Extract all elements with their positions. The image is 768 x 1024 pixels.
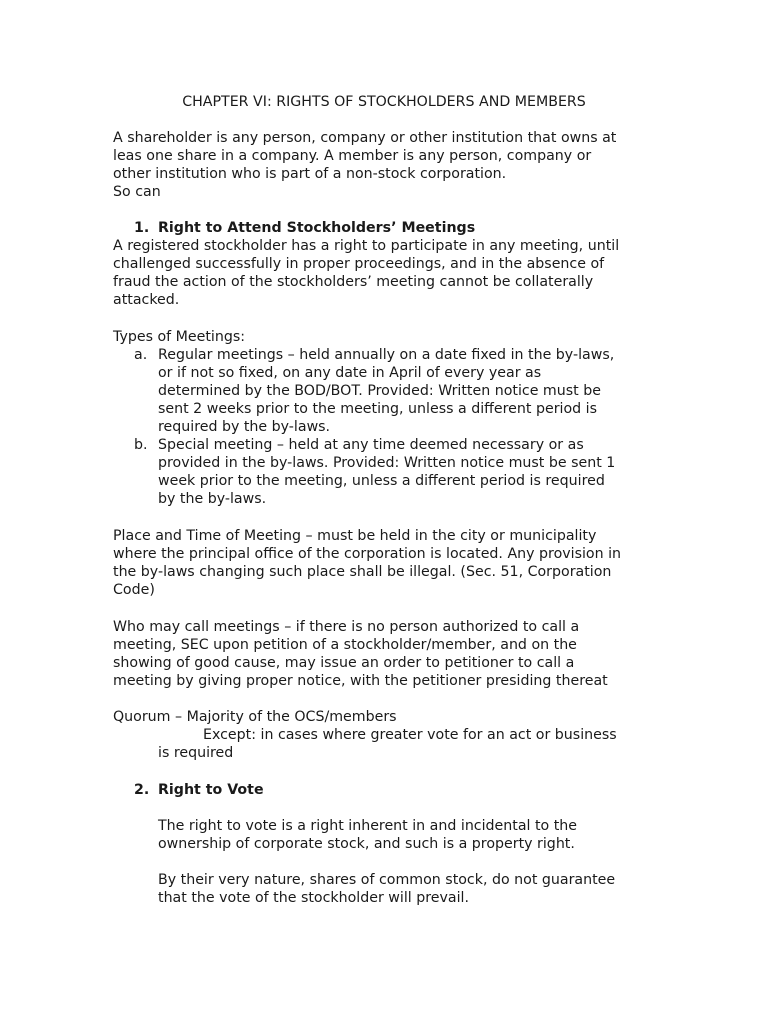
list-item-line: or if not so fixed, on any date in April of every year as: [158, 365, 542, 381]
list-marker: a.: [134, 347, 148, 363]
section-2-number: 2.: [134, 782, 150, 798]
section-1-heading: Right to Attend Stockholders’ Meetings: [158, 220, 476, 236]
section-1-body-line: fraud the action of the stockholders’ meeting cannot be collaterally: [113, 274, 594, 290]
list-item-line: sent 2 weeks prior to the meeting, unless a different period is: [158, 401, 598, 417]
intro-line: A shareholder is any person, company or other institution that owns at: [113, 130, 617, 146]
who-may-call-line: meeting, SEC upon petition of a stockholder/member, and on the: [113, 637, 577, 653]
section-2-para-line: The right to vote is a right inherent in and incidental to the: [158, 818, 578, 834]
section-2-para-line: ownership of corporate stock, and such is a property right.: [158, 836, 575, 852]
quorum-line: is required: [158, 745, 234, 761]
section-2-para-line: that the vote of the stockholder will prevail.: [158, 890, 469, 906]
place-time-line: the by-laws changing such place shall be illegal. (Sec. 51, Corporation: [113, 564, 612, 580]
quorum-line: Except: in cases where greater vote for an act or business: [203, 727, 617, 743]
list-marker: b.: [134, 437, 148, 453]
place-time-line: where the principal office of the corporation is located. Any provision in: [113, 546, 622, 562]
section-1-body-line: challenged successfully in proper proceedings, and in the absence of: [113, 256, 605, 272]
intro-line: So can: [113, 184, 161, 200]
section-2-heading: Right to Vote: [158, 782, 264, 798]
section-1-body-line: A registered stockholder has a right to participate in any meeting, until: [113, 238, 620, 254]
list-item-line: Special meeting – held at any time deemed necessary or as: [158, 437, 584, 453]
list-item-line: determined by the BOD/BOT. Provided: Written notice must be: [158, 383, 601, 399]
who-may-call-line: meeting by giving proper notice, with the petitioner presiding thereat: [113, 673, 608, 689]
list-item-line: provided in the by-laws. Provided: Written notice must be sent 1: [158, 455, 616, 471]
list-item-line: week prior to the meeting, unless a different period is required: [158, 473, 605, 489]
place-time-line: Place and Time of Meeting – must be held in the city or municipality: [113, 528, 597, 544]
list-item-line: Regular meetings – held annually on a date fixed in the by-laws,: [158, 347, 615, 363]
page-title: CHAPTER VI: RIGHTS OF STOCKHOLDERS AND MEMBERS: [182, 94, 586, 110]
quorum-line: Quorum – Majority of the OCS/members: [113, 709, 397, 725]
who-may-call-line: showing of good cause, may issue an order to petitioner to call a: [113, 655, 575, 671]
section-2-para-line: By their very nature, shares of common stock, do not guarantee: [158, 872, 616, 888]
place-time-line: Code): [113, 582, 155, 598]
types-label: Types of Meetings:: [113, 329, 246, 345]
section-1-number: 1.: [134, 220, 150, 236]
intro-line: other institution who is part of a non-stock corporation.: [113, 166, 507, 182]
intro-line: leas one share in a company. A member is any person, company or: [113, 148, 592, 164]
who-may-call-line: Who may call meetings – if there is no person authorized to call a: [113, 619, 580, 635]
list-item-line: by the by-laws.: [158, 491, 267, 507]
list-item-line: required by the by-laws.: [158, 419, 331, 435]
section-1-body-line: attacked.: [113, 292, 180, 308]
